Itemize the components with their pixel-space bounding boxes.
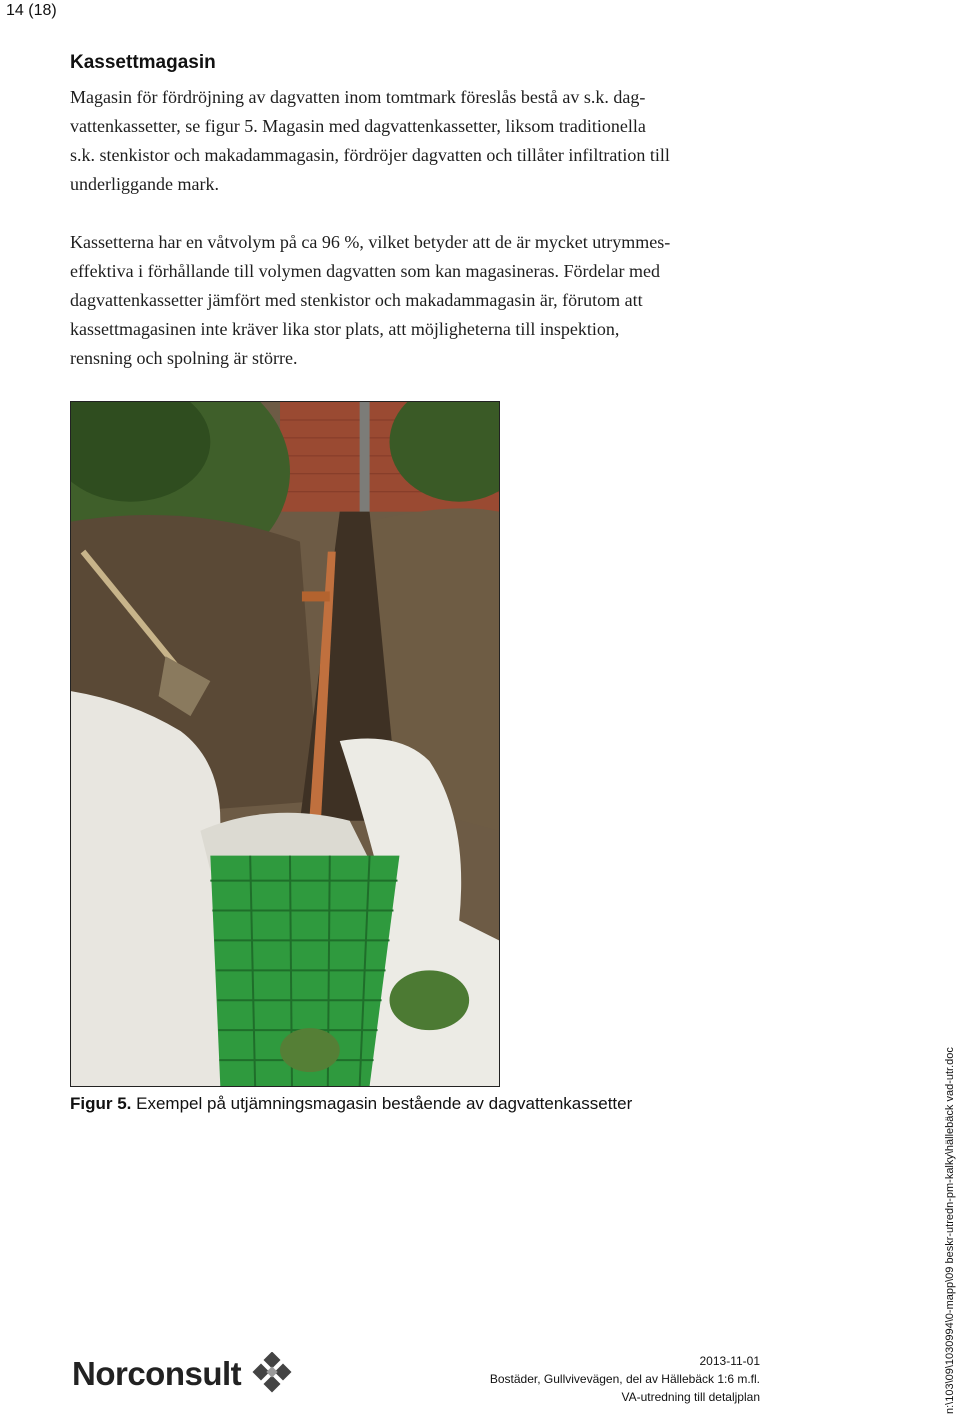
page-number: 14 (18) [6,2,57,19]
figure-caption [70,1094,632,1114]
paragraph-line: Magasin för fördröjning av dagvatten inom tomtmark föreslås bestå av s.k. dag- [70,87,646,107]
paragraph-line: kassettmagasinen inte kräver lika stor plats, att möjligheterna till inspektion, [70,319,620,339]
pipe-tee [302,591,330,601]
figure-caption-text: Exempel på utjämningsmagasin bestående av dagvattenkassetter [131,1094,633,1113]
file-path: n:\103\09\1030994\0-mapp\09 beskr-utredn-pm-kalky\hällebäck vad-utr.doc [944,1047,956,1414]
figure-label: Figur 5. [70,1094,132,1113]
paragraph-1 [70,83,790,199]
page-footer [490,1352,760,1406]
paragraph-line: vattenkassetter, se figur 5. Magasin med dagvattenkassetter, liksom traditionella [70,116,646,136]
paragraph-line: effektiva i förhållande till volymen dagvatten som kan magasineras. Fördelar med [70,261,660,281]
footer-document: VA-utredning till detaljplan [621,1390,760,1404]
footer-date: 2013-11-01 [699,1354,760,1368]
footer-project: Bostäder, Gullvivevägen, del av Hällebäck 1:6 m.fl. [489,1372,760,1386]
foreground-leaves [390,970,470,1030]
trench-photo-illustration [71,402,499,1086]
paragraph-line: rensning och spolning är större. [70,348,298,368]
norconsult-logo [72,1352,297,1396]
logo-diamond-icon [247,1352,297,1396]
section-heading: Kassettmagasin [70,52,216,73]
logo-text: Norconsult [72,1355,242,1392]
paragraph-line: underliggande mark. [70,174,219,194]
paragraph-line: Kassetterna har en våtvolym på ca 96 %, vilket betyder att de är mycket utrymmes- [70,232,671,252]
paragraph-line: dagvattenkassetter jämfört med stenkistor och makadammagasin är, förutom att [70,290,643,310]
figure-photo [70,401,500,1087]
paragraph-line: s.k. stenkistor och makadammagasin, fördröjer dagvatten och tillåter infiltration till [70,145,670,165]
foreground-leaves [280,1028,340,1072]
paragraph-2 [70,228,790,373]
